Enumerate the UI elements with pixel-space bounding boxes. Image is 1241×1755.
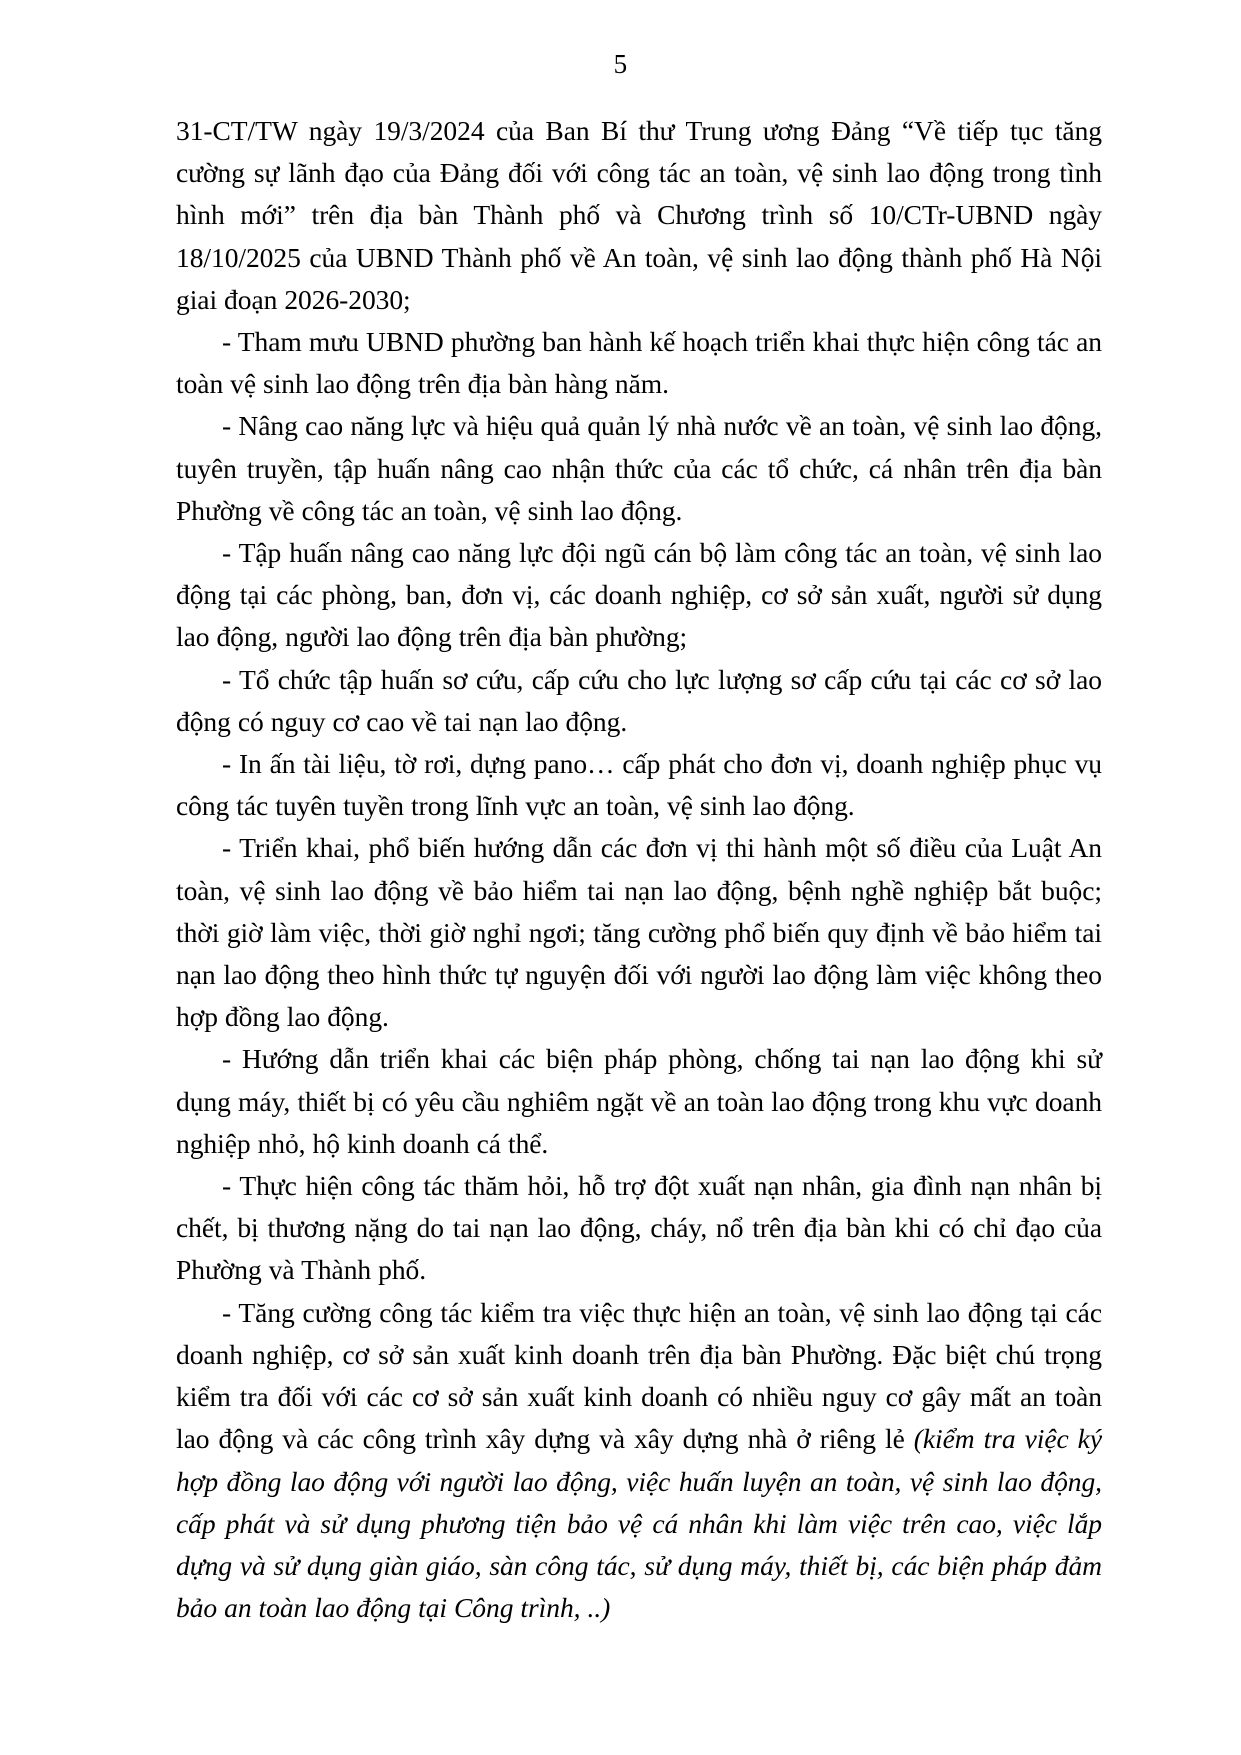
paragraph-huong-dan: - Hướng dẫn triển khai các biện pháp phòng, chống tai nạn lao động khi sử dụng máy, thiết bị có yêu cầu nghiêm ngặt về an toàn lao động trong khu vực doanh nghiệp nhỏ, hộ kinh doanh cá thể.	[176, 1043, 1102, 1159]
page-number: 5	[613, 49, 628, 79]
paragraph-tham-muu: - Tham mưu UBND phường ban hành kế hoạch triển khai thực hiện công tác an toàn vệ sinh lao động trên địa bàn hàng năm.	[176, 326, 1102, 400]
paragraph-so-cuu: - Tổ chức tập huấn sơ cứu, cấp cứu cho lực lượng sơ cấp cứu tại các cơ sở lao động có nguy cơ cao về tai nạn lao động.	[176, 663, 1102, 737]
paragraph-tap-huan: - Tập huấn nâng cao năng lực đội ngũ cán bộ làm công tác an toàn, vệ sinh lao động tại các phòng, ban, đơn vị, các doanh nghiệp, cơ sở sản xuất, người sử dụng lao động, người lao động trên địa bàn phường;	[176, 537, 1102, 653]
paragraph-trien-khai: - Triển khai, phổ biến hướng dẫn các đơn vị thi hành một số điều của Luật An toàn, vệ sinh lao động về bảo hiểm tai nạn lao động, bệnh nghề nghiệp bắt buộc; thời giờ làm việc, thời giờ nghỉ ngơi; tăng cường phổ biến quy định về bảo hiểm tai nạn lao động theo hình thức tự nguyện đối với người lao động làm việc không theo hợp đồng lao động.	[176, 832, 1102, 1033]
paragraph-kiem-tra-italic-note: (kiểm tra việc ký hợp đồng lao động với người lao động, việc huấn luyện an toàn, vệ sinh lao động, cấp phát và sử dụng phương tiện bảo vệ cá nhân khi làm việc trên cao, việc lắp dựng và sử dụng giàn giáo, sàn công tác, sử dụng máy, thiết bị, các biện pháp đảm bảo an toàn lao động tại Công trình, ..)	[176, 1423, 1102, 1624]
document-body	[176, 110, 1102, 1629]
paragraph-nang-cao: - Nâng cao năng lực và hiệu quả quản lý nhà nước về an toàn, vệ sinh lao động, tuyên truyền, tập huấn nâng cao nhận thức của các tổ chức, cá nhân trên địa bàn Phường về công tác an toàn, vệ sinh lao động.	[176, 410, 1102, 526]
paragraph-chi-thi: 31-CT/TW ngày 19/3/2024 của Ban Bí thư Trung ương Đảng “Về tiếp tục tăng cường sự lãnh đạo của Đảng đối với công tác an toàn, vệ sinh lao động trong tình hình mới” trên địa bàn Thành phố và Chương trình số 10/CTr-UBND ngày 18/10/2025 của UBND Thành phố về An toàn, vệ sinh lao động thành phố Hà Nội giai đoạn 2026-2030;	[176, 115, 1102, 315]
paragraph-kiem-tra	[176, 1292, 1102, 1630]
paragraph-in-an: - In ấn tài liệu, tờ rơi, dựng pano… cấp phát cho đơn vị, doanh nghiệp phục vụ công tác tuyên tuyền trong lĩnh vực an toàn, vệ sinh lao động.	[176, 748, 1102, 822]
paragraph-kiem-tra-lead: - Tăng cường công tác kiểm tra việc thực hiện an toàn, vệ sinh lao động tại các doanh nghiệp, cơ sở sản xuất kinh doanh trên địa bàn Phường. Đặc biệt chú trọng kiểm tra đối với các cơ sở sản xuất kinh doanh có nhiều nguy cơ gây mất an toàn lao động và các công trình xây dựng và xây dựng nhà ở riêng lẻ	[176, 1296, 1102, 1455]
paragraph-tham-hoi: - Thực hiện công tác thăm hỏi, hỗ trợ đột xuất nạn nhân, gia đình nạn nhân bị chết, bị thương nặng do tai nạn lao động, cháy, nổ trên địa bàn khi có chỉ đạo của Phường và Thành phố.	[176, 1170, 1102, 1286]
